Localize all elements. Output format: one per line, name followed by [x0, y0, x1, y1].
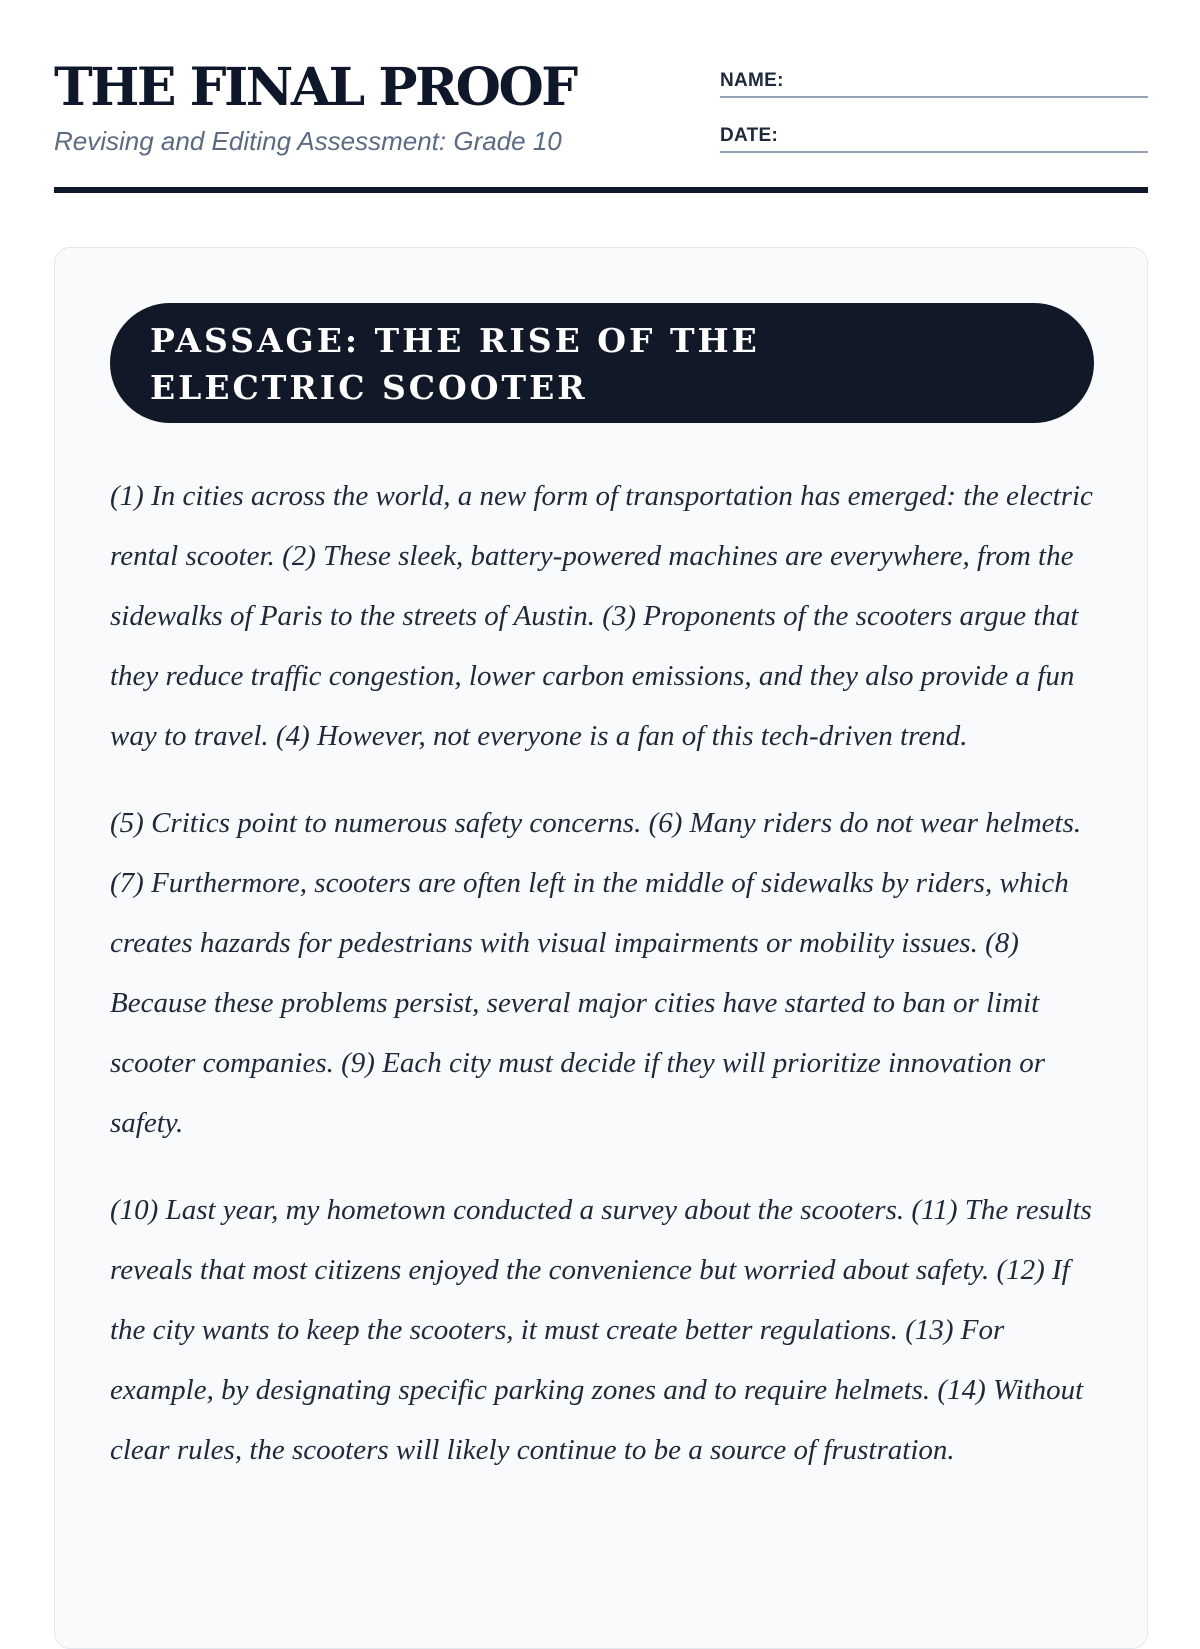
passage-heading: PASSAGE: THE RISE OF THE ELECTRIC SCOOTER [150, 321, 760, 407]
date-field[interactable] [720, 125, 1148, 153]
passage-banner [110, 303, 1094, 423]
page-subtitle: Revising and Editing Assessment: Grade 10 [54, 126, 562, 156]
passage-body [110, 466, 1100, 1507]
passage-paragraph-3: (10) Last year, my hometown conducted a survey about the scooters. (11) The results reveals that most citizens enjoyed the convenience but worried about safety. (12) If the city wants to keep the scooters, it must create better regulations. (13) For example, by designating specific parking zones and to require helmets. (14) Without clear rules, the scooters will likely continue to be a source of frustration. [110, 1194, 1092, 1466]
date-label: DATE: [720, 125, 779, 146]
passage-card [54, 247, 1148, 1649]
name-label: NAME: [720, 70, 784, 91]
page-title: THE FINAL PROOF [54, 57, 576, 118]
passage-paragraph-1: (1) In cities across the world, a new form of transportation has emerged: the electric rental scooter. (2) These sleek, battery-powered machines are everywhere, from the sidewalks of Paris to the streets of Austin. (3) Proponents of the scooters argue that they reduce traffic congestion, lower carbon emissions, and they also provide a fun way to travel. (4) However, not everyone is a fan of this tech-driven trend. [110, 480, 1093, 752]
passage-paragraph-2: (5) Critics point to numerous safety concerns. (6) Many riders do not wear helmets. (7) Furthermore, scooters are often left in the middle of sidewalks by riders, which creates hazards for pedestrians with visual impairments or mobility issues. (8) Because these problems persist, several major cities have started to ban or limit scooter companies. (9) Each city must decide if they will prioritize innovation or safety. [110, 807, 1082, 1139]
header-divider [54, 187, 1148, 193]
name-field[interactable] [720, 70, 1148, 98]
worksheet-header [54, 0, 1148, 196]
